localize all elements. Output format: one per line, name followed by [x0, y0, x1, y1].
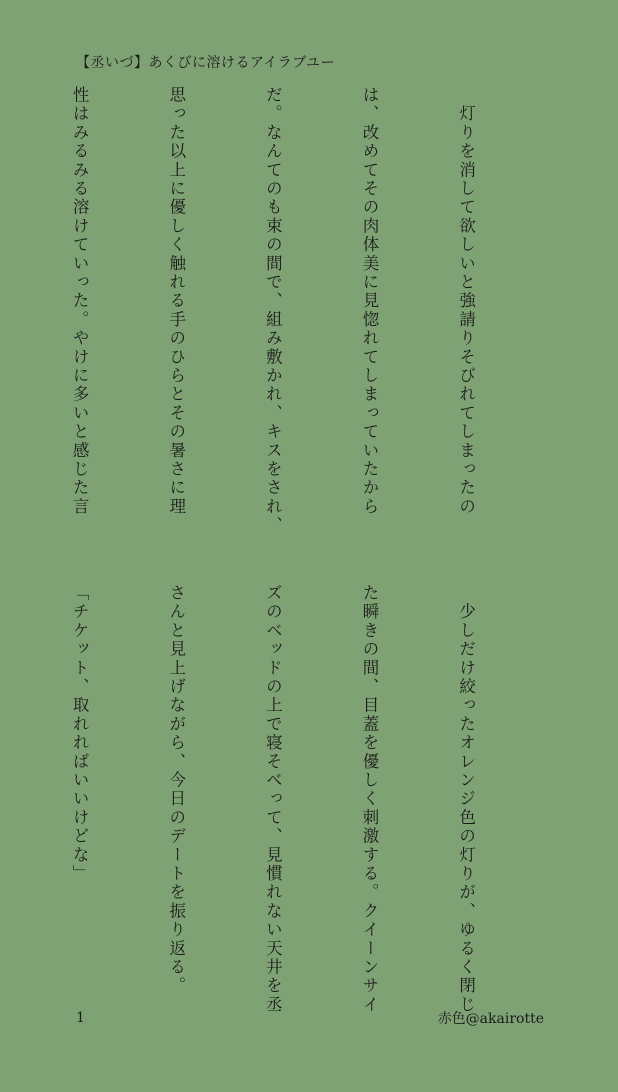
text-line: だ。なんてのも束の間で、組み敷かれ、キスをされ、 — [263, 86, 283, 535]
body-text-bottom — [0, 584, 546, 1014]
author-credit: 赤色@akairotte — [437, 1011, 544, 1027]
text-line: 灯りを消して欲しいと強請りそびれてしまったの — [456, 86, 476, 517]
page-title: 【丞いづ】あくびに溶けるアイラブユー — [76, 55, 336, 71]
text-line: 思った以上に優しく触れる手のひらとその暑さに理 — [166, 86, 186, 517]
body-text-top — [0, 86, 546, 535]
page-number: 1 — [76, 1010, 85, 1026]
text-line: ズのベッドの上で寝そべって、見慣れない天井を丞 — [263, 584, 283, 1015]
text-line: 性はみるみる溶けていった。やけに多いと感じた言 — [70, 86, 90, 517]
text-line: 少しだけ絞ったオレンジ色の灯りが、ゆるく閉じ — [456, 584, 476, 1015]
text-line: さんと見上げながら、今日のデートを振り返る。 — [166, 584, 186, 996]
text-line: は、改めてその肉体美に見惚れてしまっていたから — [359, 86, 379, 517]
text-line: た瞬きの間、目蓋を優しく刺激する。クイーンサイ — [359, 584, 379, 1015]
dialogue-line: 「チケット、取れればいいけどな」 — [70, 584, 90, 884]
